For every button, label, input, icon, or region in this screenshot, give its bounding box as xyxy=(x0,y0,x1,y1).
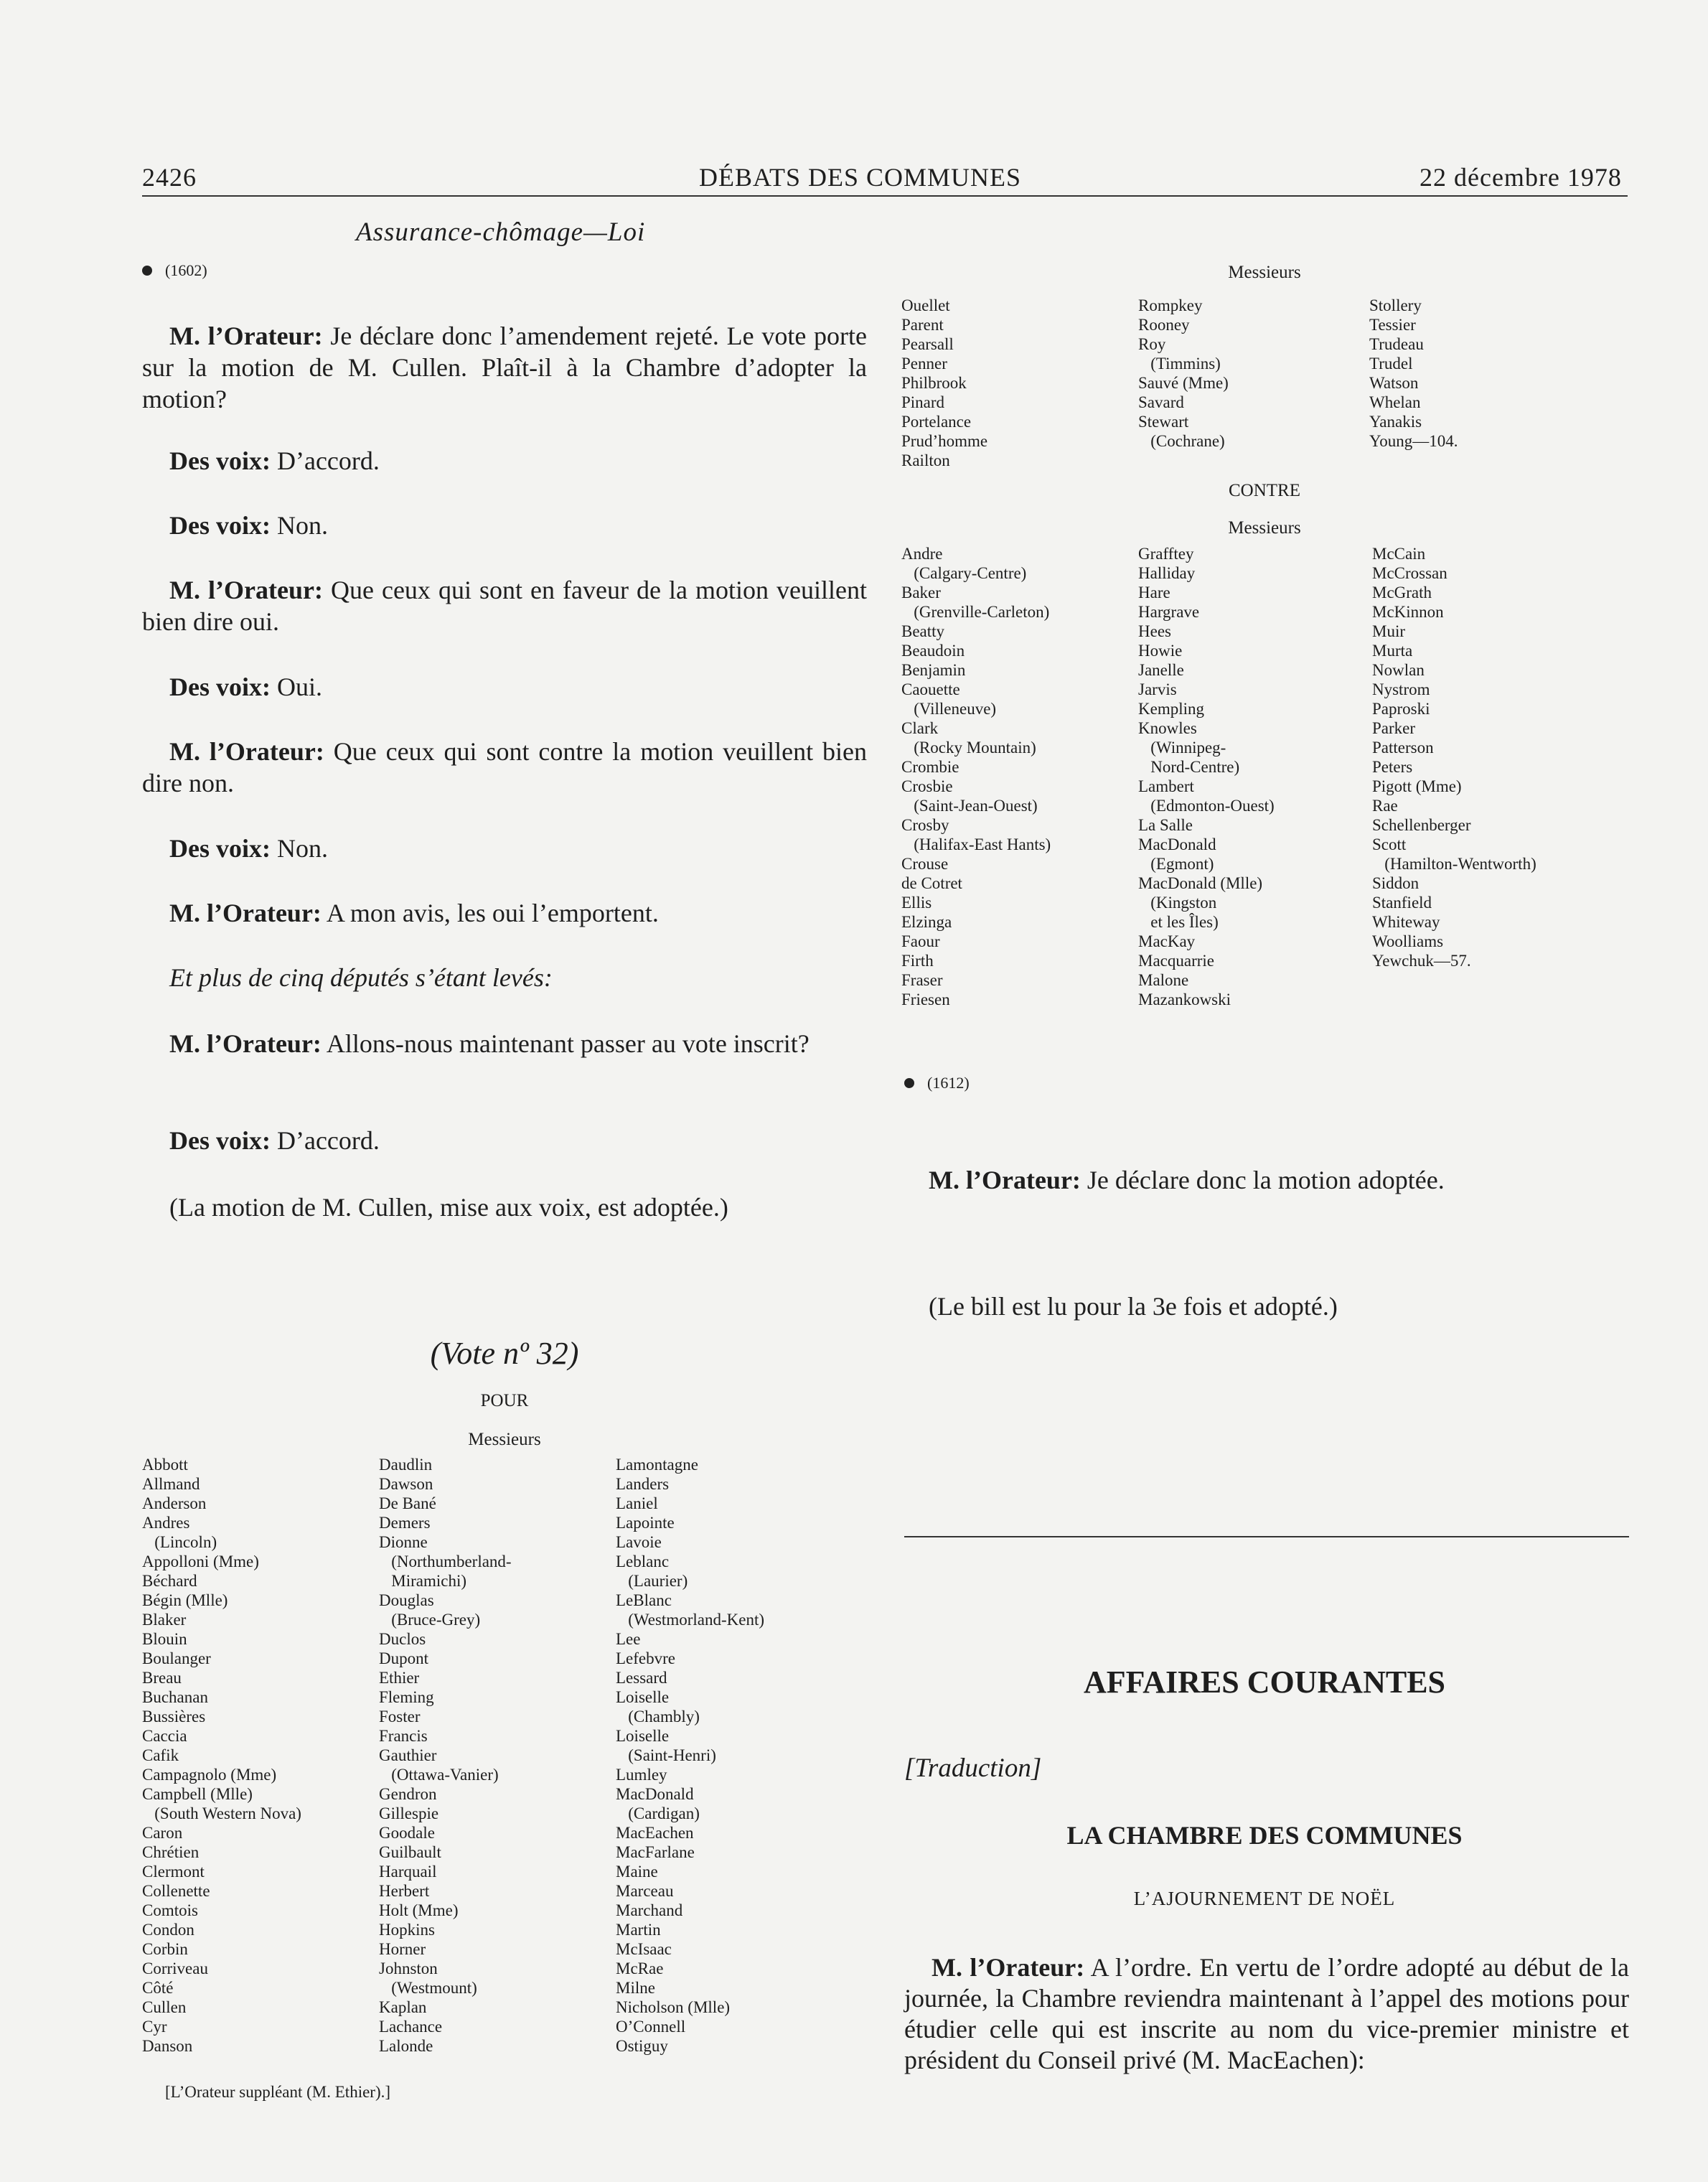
speech-text: A mon avis, les oui l’emportent. xyxy=(321,899,659,927)
pour-cont-col3: Stollery Tessier Trudeau Trudel Watson Whelan Yanakis Young—104. xyxy=(1369,296,1458,450)
speaker-name: M. l’Orateur: xyxy=(169,737,324,766)
subsection-title: LA CHAMBRE DES COMMUNES xyxy=(1066,1821,1463,1850)
messieurs-heading: Messieurs xyxy=(1228,518,1301,538)
pour-cont-col1: Ouellet Parent Pearsall Penner Philbrook Pinard Portelance Prud’homme Railton xyxy=(901,296,988,469)
running-title: Assurance-chômage—Loi xyxy=(356,217,646,247)
timestamp-text: (1612) xyxy=(927,1074,970,1092)
vote-title: (Vote nº 32) xyxy=(430,1336,579,1371)
stage-direction: Et plus de cinq députés s’étant levés: xyxy=(169,963,553,992)
pour-names-col2: Daudlin Dawson De Bané Demers Dionne (Northumberland- Miramichi) Douglas (Bruce-Grey) Duclos Dupont Ethier Fleming Foster Francis Gauthier (Ottawa-Vanier) Gendron Gillespie Goodale Guilbault Harquail Herbert Holt (Mme) Hopkins Horner Johnston (Westmount) Kaplan Lachance Lalonde xyxy=(379,1456,512,2055)
speech-text: D’accord. xyxy=(270,446,380,475)
speech-text: Que ceux qui sont en faveur de la motion veuillent bien dire oui. xyxy=(142,576,867,636)
speaker-paragraph xyxy=(142,1125,867,1156)
pour-cont-col2: Rompkey Rooney Roy (Timmins) Sauvé (Mme) Savard Stewart (Cochrane) xyxy=(1138,296,1229,450)
speaker-name: Des voix: xyxy=(169,1126,271,1155)
bullet-icon xyxy=(142,266,152,276)
speaker-paragraph xyxy=(904,1952,1629,2076)
speaker-name: M. l’Orateur: xyxy=(932,1953,1085,1982)
procedural-note: (La motion de M. Cullen, mise aux voix, est adoptée.) xyxy=(169,1193,728,1222)
bill-note-text: (Le bill est lu pour la 3e fois et adopté.) xyxy=(929,1292,1338,1321)
speaker-paragraph xyxy=(142,1028,867,1059)
speaker-name: M. l’Orateur: xyxy=(929,1166,1081,1194)
speaker-paragraph xyxy=(142,833,867,864)
speech-text: A l’ordre. En vertu de l’ordre adopté au début de la journée, la Chambre reviendra maintenant à l’appel des motions pour étudier celle qui est inscrite au nom du vice-premier ministre et président du Conseil privé (M. MacEachen): xyxy=(904,1953,1630,2074)
speech-text: Allons-nous maintenant passer au vote inscrit? xyxy=(321,1029,810,1058)
contre-names-col2: Grafftey Halliday Hare Hargrave Hees Howie Janelle Jarvis Kempling Knowles (Winnipeg- Nord-Centre) Lambert (Edmonton-Ouest) La Salle MacDonald (Egmont) MacDonald (Mlle) (Kingston et les Îles) MacKay Macquarrie Malone Mazankowski xyxy=(1138,545,1275,1008)
speaker-name: M. l’Orateur: xyxy=(169,1029,322,1058)
messieurs-heading: Messieurs xyxy=(1228,263,1301,282)
timestamp-1602 xyxy=(142,261,207,280)
acting-speaker-note: [L’Orateur suppléant (M. Ethier).] xyxy=(165,2083,391,2101)
section-divider xyxy=(904,1536,1629,1537)
pour-heading: POUR xyxy=(480,1391,529,1410)
speaker-paragraph xyxy=(142,671,867,703)
speaker-paragraph xyxy=(142,897,867,929)
contre-names-col1: Andre (Calgary-Centre) Baker (Grenville-Carleton) Beatty Beaudoin Benjamin Caouette (Villeneuve) Clark (Rocky Mountain) Crombie Crosbie (Saint-Jean-Ouest) Crosby (Halifax-East Hants) Crouse de Cotret Ellis Elzinga Faour Firth Fraser Friesen xyxy=(901,545,1051,1008)
speaker-name: Des voix: xyxy=(169,446,271,475)
pour-names-col1: Abbott Allmand Anderson Andres (Lincoln) Appolloni (Mme) Béchard Bégin (Mlle) Blaker Blouin Boulanger Breau Buchanan Bussières Caccia Cafik Campagnolo (Mme) Campbell (Mlle) (South Western Nova) Caron Chrétien Clermont Collenette Comtois Condon Corbin Corriveau Côté Cullen Cyr Danson xyxy=(142,1456,301,2055)
contre-heading: CONTRE xyxy=(1229,481,1300,500)
section-title: AFFAIRES COURANTES xyxy=(1083,1664,1446,1700)
speech-text: Non. xyxy=(270,511,328,540)
speaker-name: Des voix: xyxy=(169,673,271,701)
speech-text: Je déclare donc l’amendement rejeté. Le vote porte sur la motion de M. Cullen. Plaît-il à la Chambre d’adopter la motion? xyxy=(142,322,867,413)
journal-title: DÉBATS DES COMMUNES xyxy=(699,163,1022,192)
speech-text: Je déclare donc la motion adoptée. xyxy=(1080,1166,1445,1194)
pour-names-col3: Lamontagne Landers Laniel Lapointe Lavoie Leblanc (Laurier) LeBlanc (Westmorland-Kent) Lee Lefebvre Lessard Loiselle (Chambly) Loiselle (Saint-Henri) Lumley MacDonald (Cardigan) MacEachen MacFarlane Maine Marceau Marchand Martin McIsaac McRae Milne Nicholson (Mlle) O’Connell Ostiguy xyxy=(616,1456,764,2055)
speaker-paragraph xyxy=(142,736,867,799)
header-rule xyxy=(142,195,1628,197)
timestamp-1612 xyxy=(904,1074,970,1092)
speaker-paragraph xyxy=(142,510,867,541)
speech-text: Que ceux qui sont contre la motion veuillent bien dire non. xyxy=(142,737,868,797)
speaker-name: M. l’Orateur: xyxy=(169,322,323,350)
translation-marker: [Traduction] xyxy=(904,1753,1042,1783)
speaker-paragraph xyxy=(142,320,867,415)
speaker-paragraph xyxy=(142,445,867,477)
speech-text: Non. xyxy=(270,834,328,863)
bullet-icon xyxy=(904,1078,914,1088)
issue-date: 22 décembre 1978 xyxy=(1420,163,1622,192)
bill-note xyxy=(929,1291,1628,1322)
speaker-paragraph xyxy=(929,1164,1628,1196)
page-number: 2426 xyxy=(142,163,197,192)
speaker-name: M. l’Orateur: xyxy=(169,899,322,927)
speaker-name: Des voix: xyxy=(169,511,271,540)
subsubsection-title: L’AJOURNEMENT DE NOËL xyxy=(1133,1888,1396,1909)
speech-text: Oui. xyxy=(270,673,322,701)
speech-text: D’accord. xyxy=(270,1126,380,1155)
speaker-name: Des voix: xyxy=(169,834,271,863)
speaker-paragraph xyxy=(142,574,867,637)
contre-names-col3: McCain McCrossan McGrath McKinnon Muir Murta Nowlan Nystrom Paproski Parker Patterson Peters Pigott (Mme) Rae Schellenberger Scott (Hamilton-Wentworth) Siddon Stanfield Whiteway Woolliams Yewchuk—57. xyxy=(1372,545,1536,970)
timestamp-text: (1602) xyxy=(165,261,207,279)
messieurs-heading: Messieurs xyxy=(468,1430,541,1449)
speaker-name: M. l’Orateur: xyxy=(169,576,323,604)
